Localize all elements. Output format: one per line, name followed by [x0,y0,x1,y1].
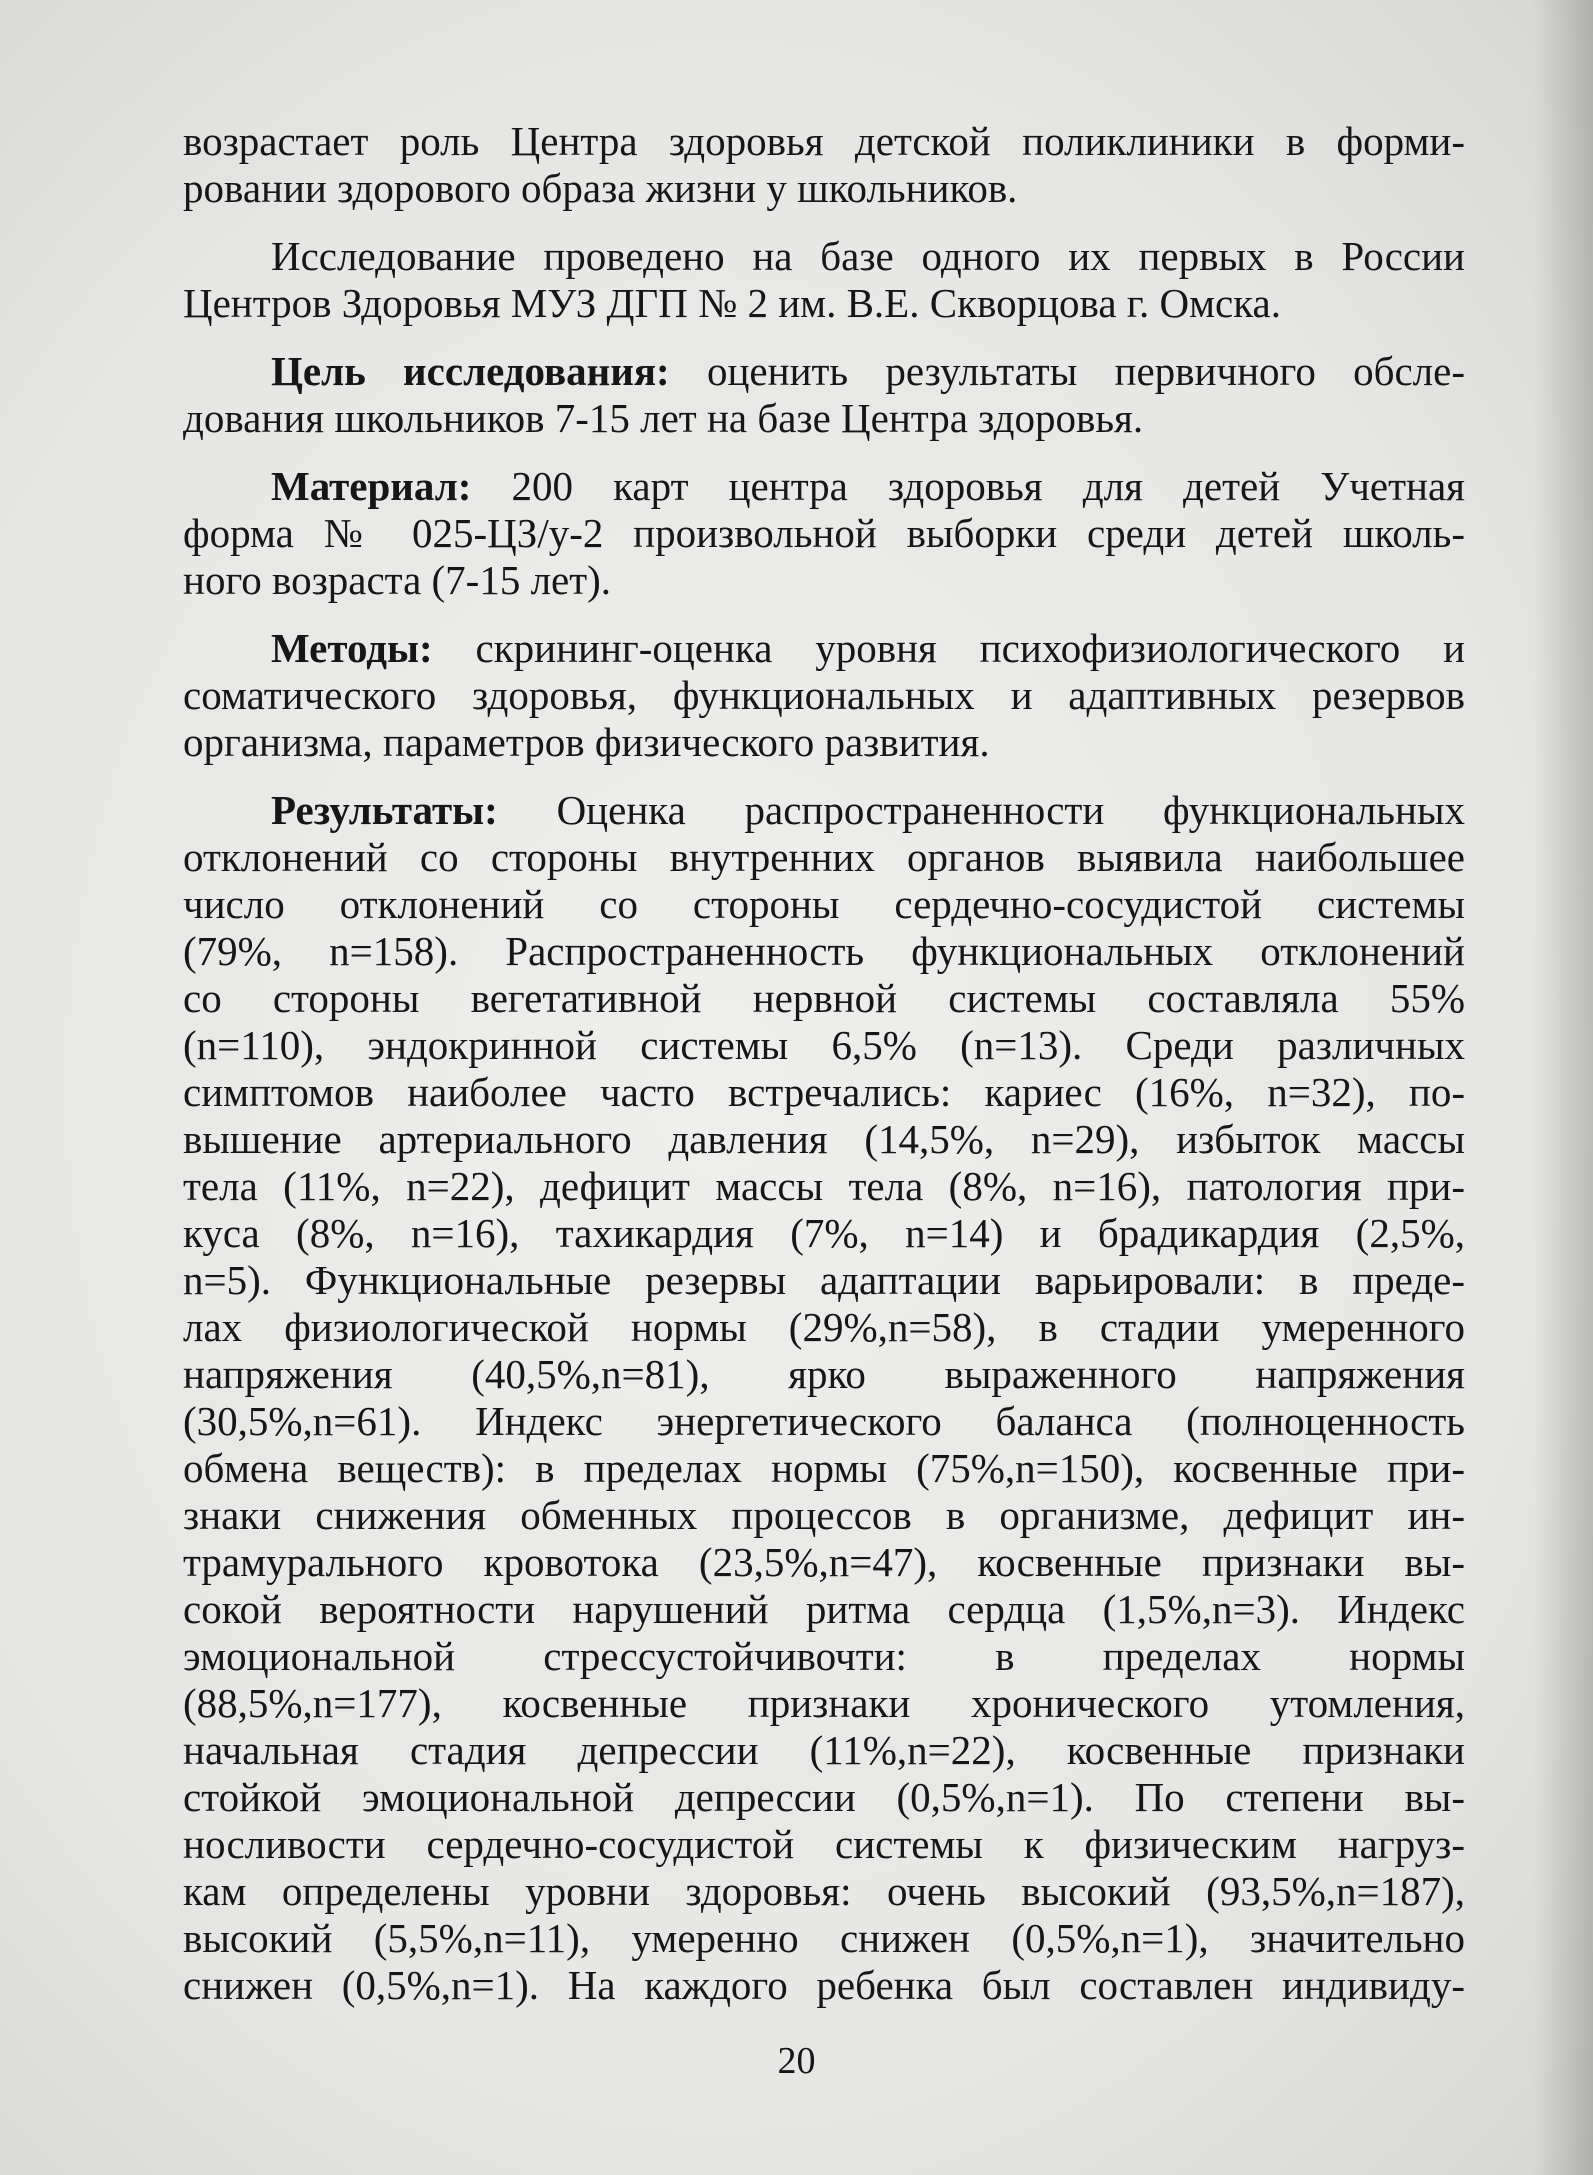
text-line: (79%, n=158). Распространенность функциональных отклонений [183,928,1465,974]
page-number: 20 [777,2040,816,2082]
text-line: n=5). Функциональные резервы адаптации варьировали: в преде- [183,1257,1465,1303]
text-line [183,463,1465,510]
text-line-tail: 200 карт центра здоровья для детей Учетная [511,463,1465,509]
text-line: соматического здоровья, функциональных и адаптивных резервов [183,672,1465,718]
paragraph-study-base [183,233,1465,327]
text-line: организма, параметров физического развития. [183,719,990,765]
text-line-tail: скрининг-оценка уровня психофизиологического и [475,625,1465,671]
text-line: ного возраста (7-15 лет). [183,557,612,603]
text-line: отклонений со стороны внутренних органов выявила наибольшее [183,834,1465,880]
text-line: форма № 025-ЦЗ/у-2 произвольной выборки среди детей школь- [183,510,1465,556]
text-line: Центров Здоровья МУЗ ДГП № 2 им. В.Е. Скворцова г. Омска. [183,280,1281,326]
text-line-tail: оценить результаты первичного обсле- [706,348,1465,394]
material-heading: Материал: [271,463,472,509]
text-line [183,625,1465,672]
results-heading: Результаты: [271,787,498,833]
text-line: Исследование проведено на базе одного их первых в России [271,233,1465,279]
text-line: число отклонений со стороны сердечно-сосудистой системы [183,881,1465,927]
text-line: напряжения (40,5%,n=81), ярко выраженного напряжения [183,1351,1465,1397]
paragraph-intro-continuation [183,118,1465,212]
text-line: ровании здорового образа жизни у школьников. [183,165,1018,211]
text-line: обмена веществ): в пределах нормы (75%,n=150), косвенные при- [183,1445,1465,1491]
paragraph-methods [183,625,1465,766]
text-line: куса (8%, n=16), тахикардия (7%, n=14) и брадикардия (2,5%, [183,1210,1465,1256]
text-line: симптомов наиболее часто встречались: кариес (16%, n=32), по- [183,1069,1465,1115]
text-line: стойкой эмоциональной депрессии (0,5%,n=1). По степени вы- [183,1774,1465,1820]
text-line: возрастает роль Центра здоровья детской поликлиники в форми- [183,118,1465,164]
methods-heading: Методы: [271,625,433,671]
aim-heading: Цель исследования: [271,348,670,394]
text-line: начальная стадия депрессии (11%,n=22), косвенные признаки [183,1727,1465,1773]
text-line: лах физиологической нормы (29%,n=58), в стадии умеренного [183,1304,1465,1350]
article-body [183,118,1465,2009]
text-line-tail: Оценка распространенности функциональных [556,787,1465,833]
paragraph-results [183,787,1465,2009]
text-line [183,787,1465,834]
text-line: трамурального кровотока (23,5%,n=47), косвенные признаки вы- [183,1539,1465,1585]
text-line: дования школьников 7-15 лет на базе Центра здоровья. [183,395,1144,441]
text-line: кам определены уровни здоровья: очень высокий (93,5%,n=187), [183,1868,1465,1914]
text-line: (30,5%,n=61). Индекс энергетического баланса (полноценность [183,1398,1465,1444]
text-line: носливости сердечно-сосудистой системы к физическим нагруз- [183,1821,1465,1867]
text-line [183,348,1465,395]
text-line: со стороны вегетативной нервной системы составляла 55% [183,975,1465,1021]
paragraph-material [183,463,1465,604]
text-line: (88,5%,n=177), косвенные признаки хронического утомления, [183,1680,1465,1726]
text-line: знаки снижения обменных процессов в организме, дефицит ин- [183,1492,1465,1538]
text-line: тела (11%, n=22), дефицит массы тела (8%, n=16), патология при- [183,1163,1465,1209]
text-line: сокой вероятности нарушений ритма сердца (1,5%,n=3). Индекс [183,1586,1465,1632]
text-line: (n=110), эндокринной системы 6,5% (n=13). Среди различных [183,1022,1465,1068]
text-line: вышение артериального давления (14,5%, n=29), избыток массы [183,1116,1465,1162]
text-line: снижен (0,5%,n=1). На каждого ребенка был составлен индивиду- [183,1962,1465,2008]
text-line: высокий (5,5%,n=11), умеренно снижен (0,5%,n=1), значительно [183,1915,1465,1961]
page-edge-shadow [1533,0,1593,2175]
paragraph-aim [183,348,1465,442]
text-line: эмоциональной стрессустойчивочти: в пределах нормы [183,1633,1465,1679]
